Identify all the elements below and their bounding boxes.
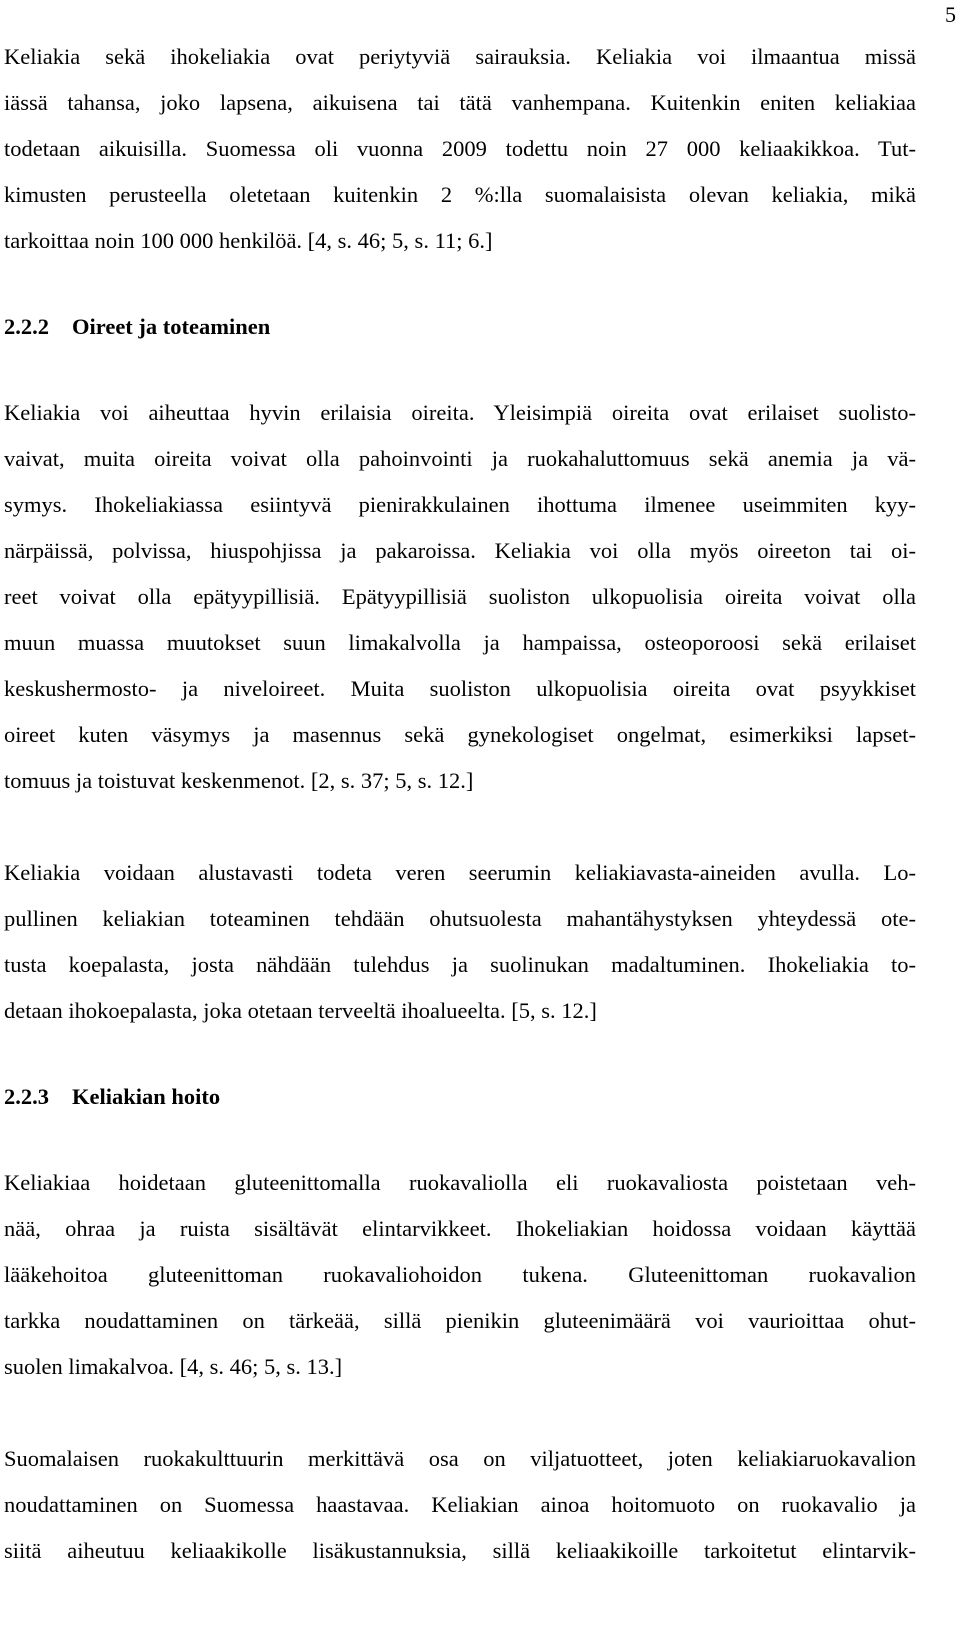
paragraph-heredity <box>4 34 916 264</box>
section-title: Keliakian hoito <box>72 1084 221 1109</box>
text-line: Keliakia voi aiheuttaa hyvin erilaisia oireita. Yleisimpiä oireita ovat erilaiset suolisto- <box>4 400 916 425</box>
text-line: tarkka noudattaminen on tärkeää, sillä pienikin gluteenimäärä voi vaurioittaa ohut- <box>4 1308 916 1333</box>
text-line: siitä aiheutuu keliaakikolle lisäkustannuksia, sillä keliaakikoille tarkoitetut elintarvik- <box>4 1538 916 1563</box>
text-line: Keliakia sekä ihokeliakia ovat periytyviä sairauksia. Keliakia voi ilmaantua missä <box>4 44 916 69</box>
paragraph-food-culture <box>4 1436 916 1574</box>
text-line: todetaan aikuisilla. Suomessa oli vuonna 2009 todettu noin 27 000 keliaakikkoa. Tut- <box>4 136 916 161</box>
text-line: tusta koepalasta, josta nähdään tulehdus ja suolinukan madaltuminen. Ihokeliakia to- <box>4 952 916 977</box>
text-line: symys. Ihokeliakiassa esiintyvä pienirakkulainen ihottuma ilmenee useimmiten kyy- <box>4 492 916 517</box>
text-line: keskushermosto- ja niveloireet. Muita suoliston ulkopuolisia oireita ovat psyykkiset <box>4 676 916 701</box>
document-body <box>4 0 916 1574</box>
text-line: suolen limakalvoa. [4, s. 46; 5, s. 13.] <box>4 1354 343 1379</box>
section-heading-symptoms <box>4 304 916 350</box>
text-line: reet voivat olla epätyypillisiä. Epätyypillisiä suoliston ulkopuolisia oireita voivat olla <box>4 584 916 609</box>
text-line: oireet kuten väsymys ja masennus sekä gynekologiset ongelmat, esimerkiksi lapset- <box>4 722 916 747</box>
paragraph-treatment <box>4 1160 916 1390</box>
text-line: Keliakiaa hoidetaan gluteenittomalla ruokavaliolla eli ruokavaliosta poistetaan veh- <box>4 1170 916 1195</box>
paragraph-diagnosis <box>4 850 916 1034</box>
page-number: 5 <box>945 2 956 27</box>
text-line: Keliakia voidaan alustavasti todeta veren seerumin keliakiavasta-aineiden avulla. Lo- <box>4 860 916 885</box>
text-line: pullinen keliakian toteaminen tehdään ohutsuolesta mahantähystyksen yhteydessä ote- <box>4 906 916 931</box>
section-heading-treatment <box>4 1074 916 1120</box>
text-line: lääkehoitoa gluteenittoman ruokavaliohoidon tukena. Gluteenittoman ruokavalion <box>4 1262 916 1287</box>
section-number: 2.2.2 <box>4 314 49 339</box>
text-line: vaivat, muita oireita voivat olla pahoinvointi ja ruokahaluttomuus sekä anemia ja vä- <box>4 446 916 471</box>
text-line: tomuus ja toistuvat keskenmenot. [2, s. 37; 5, s. 12.] <box>4 768 474 793</box>
section-title: Oireet ja toteaminen <box>72 314 271 339</box>
text-line: iässä tahansa, joko lapsena, aikuisena tai tätä vanhempana. Kuitenkin eniten keliakiaa <box>4 90 916 115</box>
text-line: tarkoittaa noin 100 000 henkilöä. [4, s. 46; 5, s. 11; 6.] <box>4 228 493 253</box>
text-line: kimusten perusteella oletetaan kuitenkin 2 %:lla suomalaisista olevan keliakia, mikä <box>4 182 916 207</box>
text-line: Suomalaisen ruokakulttuurin merkittävä osa on viljatuotteet, joten keliakiaruokavalion <box>4 1446 916 1471</box>
text-line: närpäissä, polvissa, hiuspohjissa ja pakaroissa. Keliakia voi olla myös oireeton tai oi- <box>4 538 916 563</box>
text-line: detaan ihokoepalasta, joka otetaan terveeltä ihoalueelta. [5, s. 12.] <box>4 998 597 1023</box>
text-line: nää, ohraa ja ruista sisältävät elintarvikkeet. Ihokeliakian hoidossa voidaan käyttää <box>4 1216 916 1241</box>
text-line: muun muassa muutokset suun limakalvolla ja hampaissa, osteoporoosi sekä erilaiset <box>4 630 916 655</box>
text-line: noudattaminen on Suomessa haastavaa. Keliakian ainoa hoitomuoto on ruokavalio ja <box>4 1492 916 1517</box>
section-number: 2.2.3 <box>4 1084 49 1109</box>
paragraph-symptoms <box>4 390 916 804</box>
